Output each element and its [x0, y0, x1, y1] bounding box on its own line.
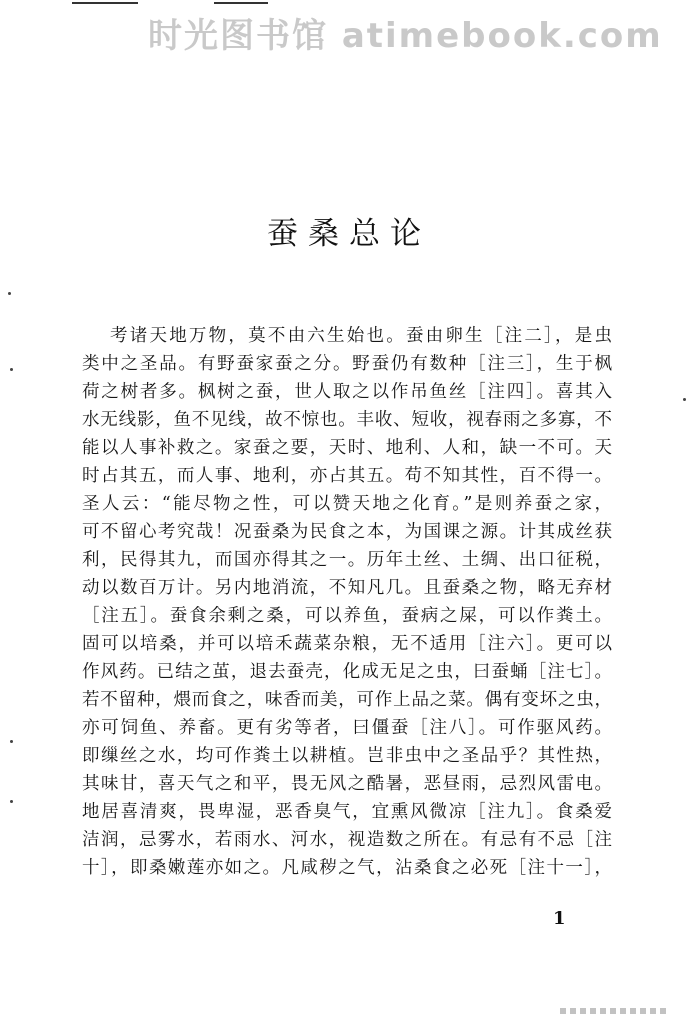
text-line: 亦可饲鱼、养畜。更有劣等者，曰僵蚕［注八］。可作驱风药。	[82, 718, 612, 738]
text-line: 动以数百万计。另内地消流，不知凡几。且蚕桑之物，略无弃材	[82, 578, 612, 598]
text-line: 类中之圣品。有野蚕家蚕之分。野蚕仍有数种［注三］，生于枫	[82, 354, 612, 374]
text-line: 十］，即桑嫩莲亦如之。凡咸秽之气，沾桑食之必死［注十一］，	[82, 858, 612, 878]
text-line: 利，民得其九，而国亦得其之一。历年土丝、土绸、出口征税，	[82, 550, 612, 570]
text-line: ［注五］。蚕食余剩之桑，可以养鱼，蚕病之屎，可以作粪土。	[82, 606, 612, 626]
body-paragraph	[82, 322, 612, 882]
scan-speck	[683, 398, 686, 401]
page-number: 1	[553, 908, 566, 929]
text-line: 可不留心考究哉！况蚕桑为民食之本，为国课之源。计其成丝获	[82, 522, 612, 542]
text-line: 其味甘，喜天气之和平，畏无风之酷暑，恶昼雨，忌烈风雷电。	[82, 774, 612, 794]
scan-speck	[10, 800, 13, 803]
scan-speck	[10, 368, 13, 371]
header-rule-left	[72, 2, 138, 4]
text-line: 时占其五，而人事、地利，亦占其五。苟不知其性，百不得一。	[82, 466, 612, 486]
text-line: 若不留种，煨而食之，味香而美，可作上品之菜。偶有变坏之虫，	[82, 690, 612, 710]
chapter-title: 蚕桑总论	[267, 216, 431, 252]
scan-speck	[10, 740, 13, 743]
text-line: 圣人云：“能尽物之性，可以赞天地之化育。”是则养蚕之家，	[82, 494, 612, 514]
scan-speck	[8, 292, 11, 295]
text-line: 作风药。已结之茧，退去蚕壳，化成无足之虫，曰蚕蛹［注七］。	[82, 662, 612, 682]
scan-smudge	[560, 1008, 670, 1014]
text-line: 水无线影，鱼不见线，故不惊也。丰收、短收，视春雨之多寡，不	[82, 410, 612, 430]
header-rule-right	[214, 2, 268, 4]
text-line: 考诸天地万物，莫不由六生始也。蚕由卵生［注二］，是虫	[110, 326, 612, 346]
watermark: 时光图书馆 atimebook.com	[148, 16, 663, 56]
text-line: 地居喜清爽，畏卑湿，恶香臭气，宜熏风微凉［注九］。食桑爱	[82, 802, 612, 822]
text-line: 能以人事补救之。家蚕之要，天时、地利、人和，缺一不可。天	[82, 438, 612, 458]
text-line: 固可以培桑，并可以培禾蔬菜杂粮，无不适用［注六］。更可以	[82, 634, 612, 654]
text-line: 洁润，忌雾水，若雨水、河水，视造数之所在。有忌有不忌［注	[82, 830, 612, 850]
text-line: 即缫丝之水，均可作粪土以耕植。岂非虫中之圣品乎？其性热，	[82, 746, 612, 766]
text-line: 荷之树者多。枫树之蚕，世人取之以作吊鱼丝［注四］。喜其入	[82, 382, 612, 402]
